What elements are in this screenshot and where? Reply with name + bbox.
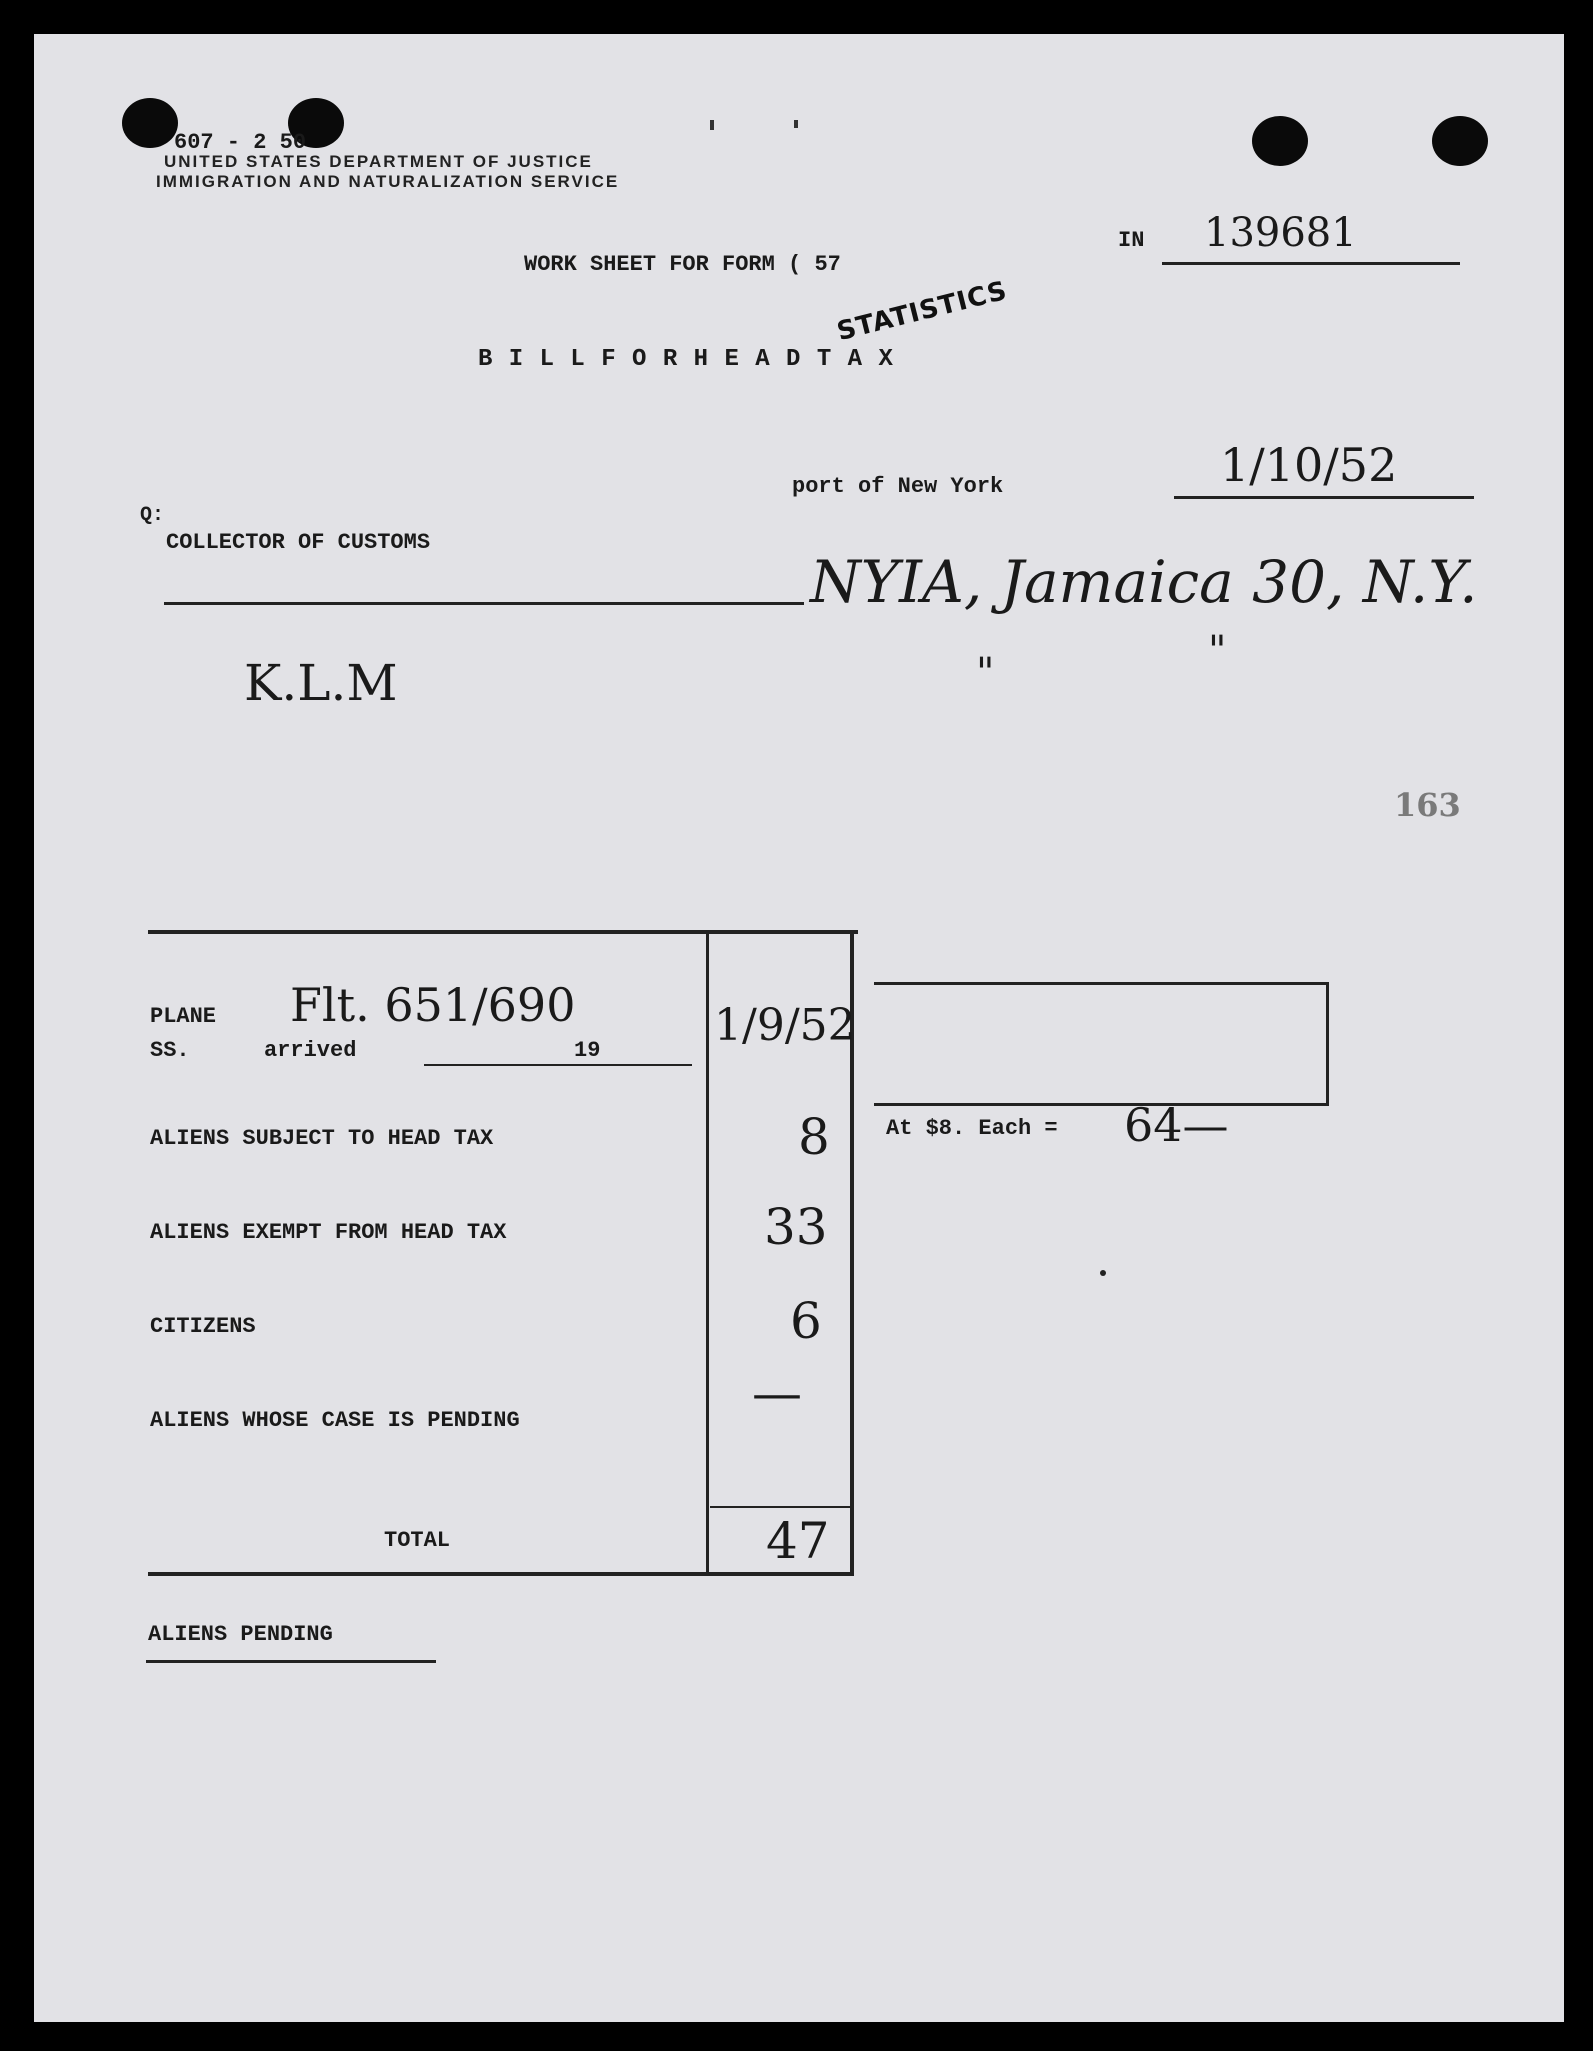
- bill-title: B I L L F O R H E A D T A X: [478, 346, 894, 373]
- speck-3: [794, 120, 798, 128]
- handwritten-carrier: K.L.M: [244, 654, 398, 712]
- ditto-mark-1: ": [976, 650, 995, 696]
- worksheet-title: WORK SHEET FOR FORM ( 57: [524, 252, 841, 277]
- row-label-citizens: CITIZENS: [150, 1314, 256, 1339]
- speck-2: [710, 120, 714, 130]
- arrived-label: arrived: [264, 1038, 357, 1063]
- port-label: port of New York: [792, 474, 1004, 499]
- ditto-mark-2: ": [1208, 628, 1227, 674]
- aliens-pending-label: ALIENS PENDING: [148, 1622, 333, 1647]
- arrival-date: 1/9/52: [714, 1000, 856, 1051]
- year-prefix: 19: [574, 1038, 601, 1063]
- table-bottom-rule: [148, 1572, 854, 1576]
- statistics-stamp: STATISTICS: [834, 275, 1011, 348]
- service-name: IMMIGRATION AND NATURALIZATION SERVICE: [156, 172, 620, 191]
- arrived-date-line: [424, 1064, 692, 1066]
- document-page: [34, 34, 1564, 2022]
- punch-hole-1: [122, 98, 178, 148]
- addressee-underline: [164, 602, 804, 605]
- page-number: 163: [1394, 786, 1461, 824]
- total-separator: [710, 1506, 850, 1508]
- plane-label: PLANE: [150, 1004, 217, 1029]
- form-number: 607 - 2 50: [174, 130, 307, 155]
- in-label: IN: [1118, 228, 1145, 253]
- date-underline: [1174, 496, 1474, 499]
- row-value-pending: —: [752, 1364, 802, 1422]
- row-label-subject: ALIENS SUBJECT TO HEAD TAX: [150, 1126, 494, 1151]
- table-top-rule: [148, 930, 858, 934]
- table-divider-left: [706, 930, 709, 1576]
- row-label-exempt: ALIENS EXEMPT FROM HEAD TAX: [150, 1220, 507, 1245]
- bill-date: 1/10/52: [1220, 438, 1398, 492]
- in-number-underline: [1162, 262, 1460, 265]
- row-value-subject: 8: [798, 1108, 830, 1166]
- row-value-exempt: 33: [764, 1198, 828, 1256]
- to-label: Q:: [140, 504, 165, 527]
- department-name: UNITED STATES DEPARTMENT OF JUSTICE: [164, 152, 593, 171]
- handwritten-location: NYIA, Jamaica 30, N.Y.: [810, 548, 1478, 616]
- flight-number: Flt. 651/690: [290, 978, 576, 1032]
- aliens-pending-underline: [146, 1660, 436, 1663]
- punch-hole-4: [1432, 116, 1488, 166]
- total-label: TOTAL: [384, 1528, 451, 1553]
- addressee: COLLECTOR OF CUSTOMS: [166, 530, 431, 555]
- tax-box: [874, 982, 1329, 1106]
- punch-hole-3: [1252, 116, 1308, 166]
- ss-label: SS.: [150, 1038, 190, 1063]
- total-value: 47: [766, 1512, 830, 1570]
- tax-amount: 64—: [1124, 1098, 1229, 1152]
- row-value-citizens: 6: [790, 1292, 822, 1350]
- tax-rate-label: At $8. Each =: [886, 1116, 1058, 1141]
- row-label-pending: ALIENS WHOSE CASE IS PENDING: [150, 1408, 520, 1433]
- speck-1: [1100, 1270, 1106, 1276]
- in-number: 139681: [1204, 210, 1357, 256]
